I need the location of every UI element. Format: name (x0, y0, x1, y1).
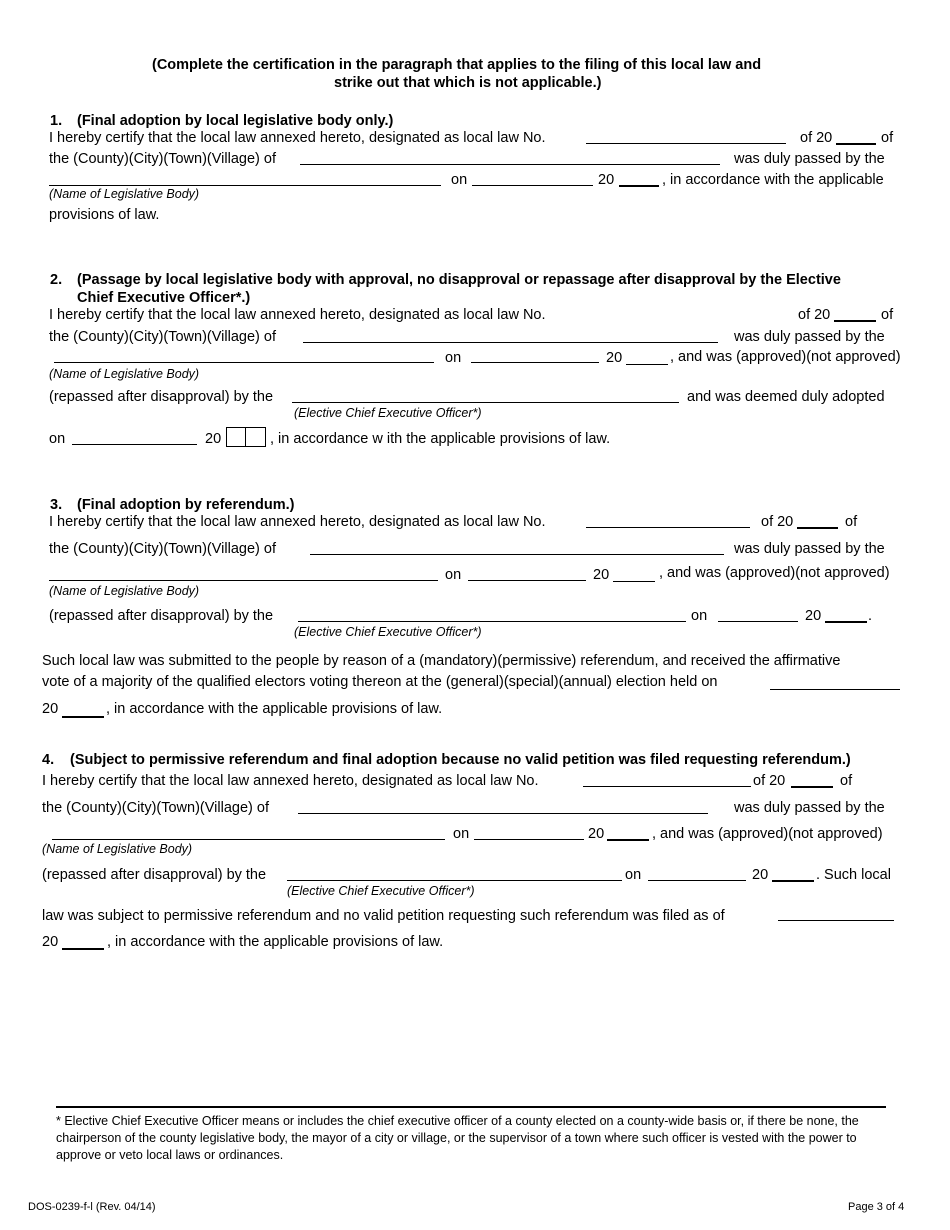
section-4-line-1: I hereby certify that the local law annexed hereto, designated as local law No. (42, 773, 539, 789)
on-text: on (625, 867, 642, 883)
date-field[interactable] (72, 444, 197, 445)
such-local-text: . Such local (816, 867, 891, 883)
year-prefix-text: 20 (805, 608, 822, 624)
section-2-title-line-2: Chief Executive Officer*.) (77, 290, 251, 306)
on-text: on (445, 567, 462, 583)
date-field[interactable] (474, 839, 584, 840)
section-3-line-1: I hereby certify that the local law annexed hereto, designated as local law No. (49, 514, 546, 530)
elective-officer-field[interactable] (287, 880, 622, 881)
elective-officer-field[interactable] (298, 621, 686, 622)
on-text: on (453, 826, 470, 842)
duly-passed-text: was duly passed by the (734, 800, 885, 816)
date-field[interactable] (468, 580, 586, 581)
year-field[interactable] (825, 621, 867, 623)
municipality-name-field[interactable] (310, 554, 724, 555)
elective-officer-caption: (Elective Chief Executive Officer*) (287, 884, 475, 898)
municipality-name-field[interactable] (298, 813, 708, 814)
legislative-body-field[interactable] (54, 362, 434, 363)
year-field[interactable] (607, 839, 649, 841)
duly-passed-text: was duly passed by the (734, 541, 885, 557)
elective-officer-caption: (Elective Chief Executive Officer*) (294, 406, 482, 420)
elective-officer-field[interactable] (292, 402, 679, 403)
municipality-name-field[interactable] (303, 342, 718, 343)
year-field[interactable] (834, 320, 876, 322)
petition-date-field[interactable] (778, 920, 894, 921)
footnote-text: * Elective Chief Executive Officer means or includes the chief executive officer of a county elected on a county-wide basis or, if there be none, the chairperson of the county legislative body, the mayor of a city or village, or the supervisor of a town where such officer is vested with the power to approve or veto local laws or ordinances. (56, 1114, 859, 1162)
municipality-name-field[interactable] (300, 164, 720, 165)
election-date-field[interactable] (770, 689, 900, 690)
accordance-text: , in accordance with the applicable (662, 172, 884, 188)
approval-status-text: , and was (approved)(not approved) (652, 826, 883, 842)
repassed-label: (repassed after disapproval) by the (49, 608, 274, 624)
section-2-number: 2. (50, 272, 63, 288)
legislative-body-caption: (Name of Legislative Body) (42, 842, 193, 856)
of-text: of (881, 130, 894, 146)
approval-status-text: , and was (approved)(not approved) (670, 349, 901, 365)
section-2-title-line-1: (Passage by local legislative body with approval, no disapproval or repassage after disapproval by the Elective (77, 272, 841, 288)
date-field[interactable] (471, 362, 599, 363)
year-prefix-text: 20 (42, 701, 59, 717)
section-3-title: (Final adoption by referendum.) (77, 497, 295, 513)
year-field[interactable] (772, 880, 814, 882)
section-4-number: 4. (42, 752, 55, 768)
year-prefix-text: 20 (205, 431, 222, 447)
legislative-body-caption: (Name of Legislative Body) (49, 367, 200, 381)
municipality-label: the (County)(City)(Town)(Village) of (49, 541, 276, 557)
deemed-adopted-text: and was deemed duly adopted (687, 389, 885, 405)
instructions-line-2: strike out that which is not applicable.) (334, 75, 602, 91)
year-prefix-text: 20 (42, 934, 59, 950)
duly-passed-text: was duly passed by the (734, 151, 885, 167)
section-3-number: 3. (50, 497, 63, 513)
section-1-number: 1. (50, 113, 63, 129)
page-number: Page 3 of 4 (848, 1201, 905, 1213)
form-identifier: DOS-0239-f-l (Rev. 04/14) (28, 1201, 156, 1213)
year-field[interactable] (791, 786, 833, 788)
year-prefix-text: 20 (606, 350, 623, 366)
accordance-text: , in accordance with the applicable provisions of law. (107, 934, 444, 950)
on-text: on (451, 172, 468, 188)
year-prefix-text: of 20 (761, 514, 794, 530)
year-prefix-text: 20 (588, 826, 605, 842)
municipality-label: the (County)(City)(Town)(Village) of (49, 329, 276, 345)
of-text: of (881, 307, 894, 323)
year-prefix-text: 20 (752, 867, 769, 883)
legislative-body-caption: (Name of Legislative Body) (49, 584, 200, 598)
referendum-text-line-1: Such local law was submitted to the people by reason of a (mandatory)(permissive) referendum, and received the affirmative (42, 653, 841, 669)
on-text: on (445, 350, 462, 366)
of-text: of (845, 514, 858, 530)
repassed-label: (repassed after disapproval) by the (42, 867, 267, 883)
section-1-title: (Final adoption by local legislative body only.) (77, 113, 394, 129)
legislative-body-field[interactable] (49, 580, 438, 581)
year-prefix-text: of 20 (800, 130, 833, 146)
permissive-referendum-text: law was subject to permissive referendum and no valid petition requesting such referendum was filed as of (42, 908, 725, 924)
accordance-text: , in accordance w ith the applicable provisions of law. (270, 431, 611, 447)
on-text: on (49, 431, 66, 447)
on-text: on (691, 608, 708, 624)
period-text: . (868, 608, 873, 624)
legislative-body-caption: (Name of Legislative Body) (49, 187, 200, 201)
referendum-text-line-2: vote of a majority of the qualified electors voting thereon at the (general)(special)(annual) election held on (42, 674, 718, 690)
section-1-line-1: I hereby certify that the local law annexed hereto, designated as local law No. (49, 130, 546, 146)
section-4-title: (Subject to permissive referendum and final adoption because no valid petition was filed requesting referendum.) (70, 752, 851, 768)
year-prefix-text: 20 (593, 567, 610, 583)
local-law-number-field[interactable] (583, 786, 751, 787)
footnote-divider (56, 1106, 886, 1108)
repassed-label: (repassed after disapproval) by the (49, 389, 274, 405)
year-field[interactable] (626, 364, 668, 365)
of-text: of (840, 773, 853, 789)
year-prefix-text: of 20 (753, 773, 786, 789)
section-2-line-1: I hereby certify that the local law annexed hereto, designated as local law No. (49, 307, 546, 323)
year-field[interactable] (62, 948, 104, 950)
year-prefix-text: of 20 (798, 307, 831, 323)
date-field[interactable] (718, 621, 798, 622)
elective-officer-caption: (Elective Chief Executive Officer*) (294, 625, 482, 639)
local-law-number-field[interactable] (586, 143, 786, 144)
year-digit-boxes[interactable] (226, 427, 266, 447)
municipality-label: the (County)(City)(Town)(Village) of (49, 151, 276, 167)
date-field[interactable] (648, 880, 746, 881)
date-field[interactable] (472, 185, 593, 186)
municipality-label: the (County)(City)(Town)(Village) of (42, 800, 269, 816)
year-field[interactable] (62, 716, 104, 718)
accordance-text: , in accordance with the applicable provisions of law. (106, 701, 443, 717)
year-field[interactable] (836, 143, 876, 145)
provisions-text: provisions of law. (49, 207, 160, 223)
year-field[interactable] (797, 527, 838, 529)
duly-passed-text: was duly passed by the (734, 329, 885, 345)
local-law-number-field[interactable] (586, 527, 750, 528)
approval-status-text: , and was (approved)(not approved) (659, 565, 890, 581)
year-field[interactable] (619, 185, 659, 187)
instructions-line-1: (Complete the certification in the paragraph that applies to the filing of this local law and (152, 57, 762, 73)
legislative-body-field[interactable] (52, 839, 445, 840)
year-prefix-text: 20 (598, 172, 615, 188)
year-field[interactable] (613, 581, 655, 582)
